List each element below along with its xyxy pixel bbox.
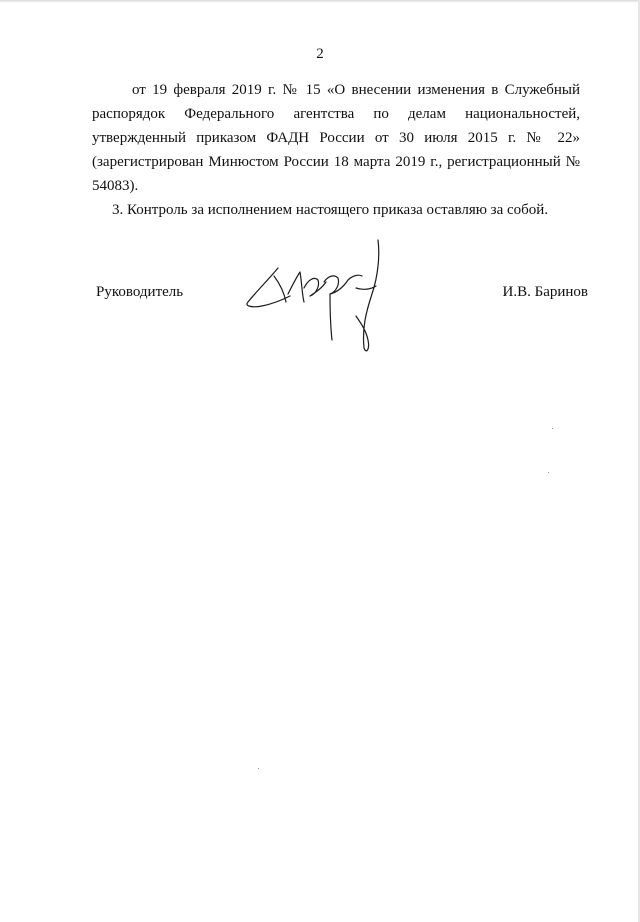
handwritten-signature bbox=[238, 236, 394, 360]
signatory-name: И.В. Баринов bbox=[502, 284, 588, 300]
scan-speck bbox=[548, 472, 549, 473]
document-body bbox=[92, 78, 580, 222]
scan-speck bbox=[552, 428, 553, 429]
scan-edge-top bbox=[0, 0, 640, 3]
page-number: 2 bbox=[316, 46, 324, 62]
signatory-role: Руководитель bbox=[96, 284, 184, 300]
scan-speck bbox=[258, 768, 259, 769]
paragraph-control-clause: 3. Контроль за исполнением настоящего приказа оставляю за собой. bbox=[112, 202, 549, 218]
paragraph-amendment-reference: от 19 февраля 2019 г. № 15 «О внесении изменения в Служебный распорядок Федерального агентства по делам национальностей, утвержденный приказом ФАДН России от 30 июля 2015 г. № 22» (зарегистрирован Минюстом России 18 марта 2019 г., регистрационный № 54083). bbox=[92, 82, 580, 194]
